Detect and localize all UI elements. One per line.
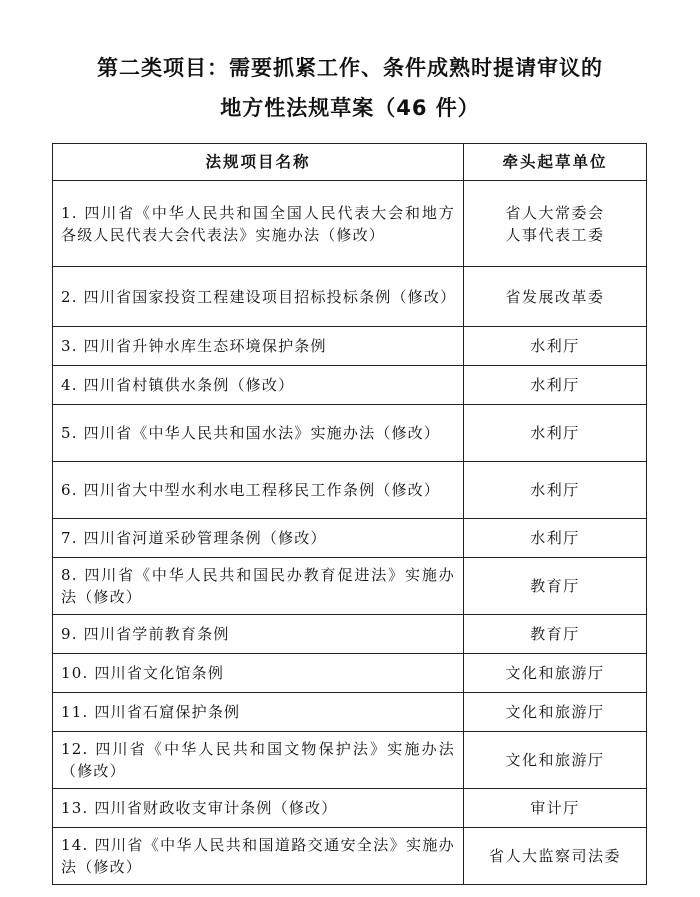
project-name-cell: 12. 四川省《中华人民共和国文物保护法》实施办法（修改）: [53, 732, 464, 789]
drafting-unit-cell: 水利厅: [464, 405, 647, 462]
project-name-cell: 6. 四川省大中型水利水电工程移民工作条例（修改）: [53, 462, 464, 519]
table-row: [53, 366, 647, 405]
drafting-unit-cell: 教育厅: [464, 615, 647, 654]
header-project-name: 法规项目名称: [53, 144, 464, 181]
table-row: [53, 519, 647, 558]
project-name-cell: 14. 四川省《中华人民共和国道路交通安全法》实施办法（修改）: [53, 828, 464, 885]
drafting-unit-text: 省人大常委会 人事代表工委: [505, 203, 605, 244]
drafting-unit-cell: [464, 181, 647, 267]
drafting-unit-cell: 水利厅: [464, 462, 647, 519]
legislation-table: [52, 143, 647, 885]
drafting-unit-cell: 省人大监察司法委: [464, 828, 647, 885]
project-name-cell: 13. 四川省财政收支审计条例（修改）: [53, 789, 464, 828]
project-name-cell: 3. 四川省升钟水库生态环境保护条例: [53, 327, 464, 366]
table-row: [53, 181, 647, 267]
project-name-cell: 11. 四川省石窟保护条例: [53, 693, 464, 732]
table-row: [53, 789, 647, 828]
table-row: [53, 327, 647, 366]
drafting-unit-cell: 审计厅: [464, 789, 647, 828]
table-row: [53, 267, 647, 327]
page-title-line-1: 第二类项目：需要抓紧工作、条件成熟时提请审议的: [97, 56, 603, 80]
table-row: [53, 405, 647, 462]
project-name-cell: 8. 四川省《中华人民共和国民办教育促进法》实施办法（修改）: [53, 558, 464, 615]
drafting-unit-cell: 文化和旅游厅: [464, 654, 647, 693]
table-row: [53, 558, 647, 615]
table-row: [53, 654, 647, 693]
drafting-unit-cell: 水利厅: [464, 327, 647, 366]
drafting-unit-cell: 教育厅: [464, 558, 647, 615]
project-name-cell: 10. 四川省文化馆条例: [53, 654, 464, 693]
table-row: [53, 693, 647, 732]
table-row: [53, 615, 647, 654]
table-row: [53, 462, 647, 519]
table-row: [53, 828, 647, 885]
project-name-cell: 9. 四川省学前教育条例: [53, 615, 464, 654]
drafting-unit-cell: 文化和旅游厅: [464, 693, 647, 732]
drafting-unit-cell: 省发展改革委: [464, 267, 647, 327]
project-name-cell: 7. 四川省河道采砂管理条例（修改）: [53, 519, 464, 558]
project-name-cell: 2. 四川省国家投资工程建设项目招标投标条例（修改）: [53, 267, 464, 327]
project-name-cell: 1. 四川省《中华人民共和国全国人民代表大会和地方各级人民代表大会代表法》实施办法（修改）: [53, 181, 464, 267]
project-name-cell: 4. 四川省村镇供水条例（修改）: [53, 366, 464, 405]
page-title-line-2: 地方性法规草案（46 件）: [220, 96, 480, 120]
drafting-unit-cell: 水利厅: [464, 366, 647, 405]
drafting-unit-cell: 水利厅: [464, 519, 647, 558]
table-row: [53, 732, 647, 789]
drafting-unit-cell: 文化和旅游厅: [464, 732, 647, 789]
header-drafting-unit: 牵头起草单位: [464, 144, 647, 181]
project-name-cell: 5. 四川省《中华人民共和国水法》实施办法（修改）: [53, 405, 464, 462]
table-header-row: [53, 144, 647, 181]
